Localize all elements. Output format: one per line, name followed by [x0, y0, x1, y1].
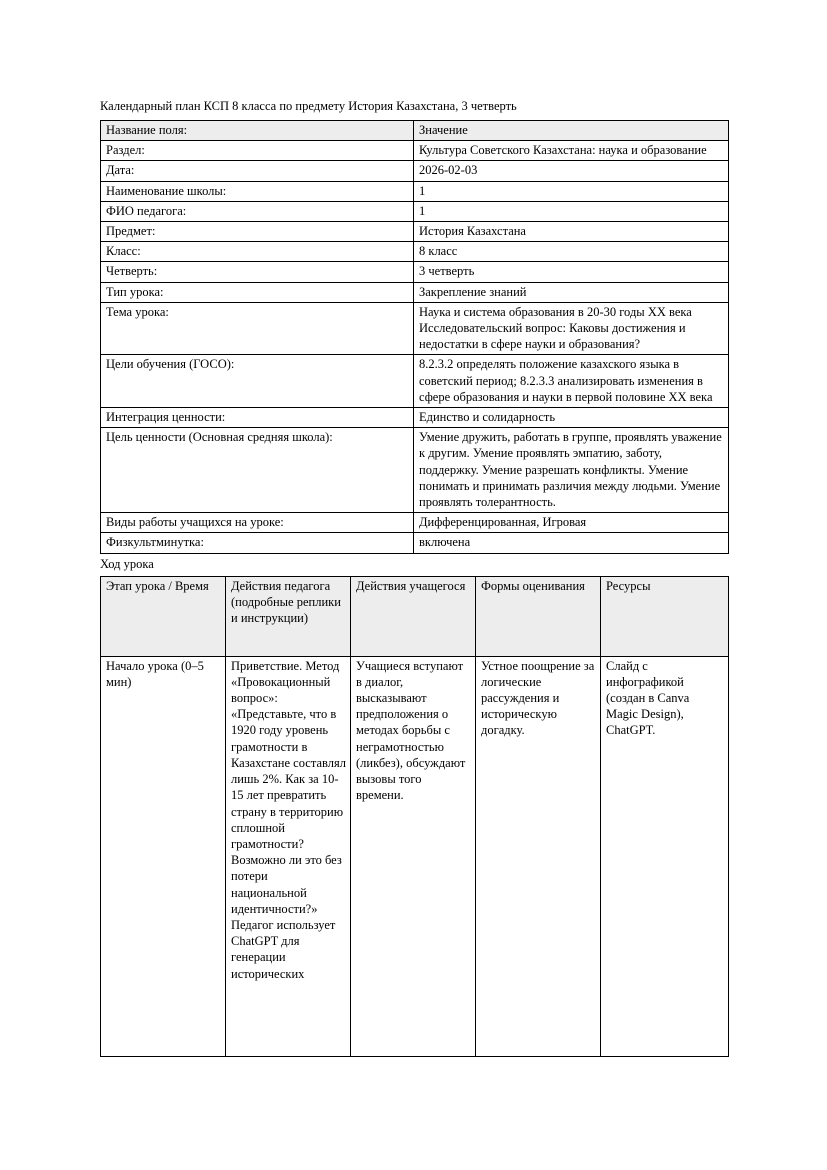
flow-cell-student-actions: [351, 656, 476, 1056]
info-field-label: Наименование школы:: [101, 181, 414, 201]
info-field-label: Дата:: [101, 161, 414, 181]
info-field-label: Раздел:: [101, 141, 414, 161]
table-row: [101, 533, 729, 553]
table-row: [101, 262, 729, 282]
flow-header-stage: Этап урока / Время: [101, 576, 226, 656]
info-field-value: Умение дружить, работать в группе, проявлять уважение к другим. Умение проявлять эмпатию, заботу, поддержку. Умение разрешать конфликты. Умение понимать и принимать различия между людьми. Умение проявлять толерантность.: [414, 428, 729, 513]
flow-student-text: Учащиеся вступают в диалог, высказывают предположения о методах борьбы с неграмотностью (ликбез), обсуждают вызовы того времени.: [356, 658, 466, 803]
flow-cell-resources: [601, 656, 729, 1056]
lesson-info-table: [100, 120, 729, 554]
table-row: [101, 222, 729, 242]
flow-header-assessment: Формы оценивания: [476, 576, 601, 656]
flow-cell-assessment: [476, 656, 601, 1056]
info-field-value: 3 четверть: [414, 262, 729, 282]
table-row: [101, 302, 729, 355]
table-row: [101, 141, 729, 161]
info-field-value: Дифференцированная, Игровая: [414, 513, 729, 533]
flow-header-student-actions: Действия учащегося: [351, 576, 476, 656]
info-field-label: Виды работы учащихся на уроке:: [101, 513, 414, 533]
info-field-label: Физкультминутка:: [101, 533, 414, 553]
flow-teacher-text: Приветствие. Метод «Провокационный вопрос»: «Представьте, что в 1920 году уровень грамотности в Казахстане составлял лишь 2%. Как за 10-15 лет превратить страну в территорию сплошной грамотности? Возможно ли это без потери национальной идентичности?» Педагог использует ChatGPT для генерации исторических: [231, 658, 346, 981]
info-field-value: 8.2.3.2 определять положение казахского языка в советский период; 8.2.3.3 анализировать изменения в сфере образования и науки в первой половине XX века: [414, 355, 729, 408]
table-row: [101, 428, 729, 513]
flow-cell-teacher-actions: [226, 656, 351, 1056]
info-field-label: Интеграция ценности:: [101, 408, 414, 428]
info-field-value: 1: [414, 181, 729, 201]
info-field-value: 8 класс: [414, 242, 729, 262]
flow-table-header-row: [101, 576, 729, 656]
table-row: [101, 181, 729, 201]
table-row: [101, 201, 729, 221]
info-field-value: включена: [414, 533, 729, 553]
info-field-label: Четверть:: [101, 262, 414, 282]
info-table-header-row: [101, 121, 729, 141]
table-row: [101, 161, 729, 181]
flow-header-resources: Ресурсы: [601, 576, 729, 656]
lesson-flow-table: [100, 576, 729, 1057]
info-field-value: Культура Советского Казахстана: наука и образование: [414, 141, 729, 161]
info-field-label: Тема урока:: [101, 302, 414, 355]
info-field-value: Единство и солидарность: [414, 408, 729, 428]
info-field-label: Цели обучения (ГОСО):: [101, 355, 414, 408]
flow-assessment-text: Устное поощрение за логические рассуждения и историческую догадку.: [481, 658, 595, 738]
table-row: [101, 282, 729, 302]
info-field-label: Цель ценности (Основная средняя школа):: [101, 428, 414, 513]
flow-resources-text: Слайд с инфографикой (создан в Canva Magic Design), ChatGPT.: [606, 658, 690, 738]
info-field-value: 1: [414, 201, 729, 221]
info-field-value: Закрепление знаний: [414, 282, 729, 302]
info-field-label: Предмет:: [101, 222, 414, 242]
table-row: [101, 513, 729, 533]
info-header-field: Название поля:: [101, 121, 414, 141]
info-field-value: История Казахстана: [414, 222, 729, 242]
info-field-value: Наука и система образования в 20-30 годы XX века Исследовательский вопрос: Каковы достижения и недостатки в сфере науки и образования?: [414, 302, 729, 355]
flow-header-teacher-actions: Действия педагога (подробные реплики и инструкции): [226, 576, 351, 656]
info-field-label: Тип урока:: [101, 282, 414, 302]
table-row: [101, 355, 729, 408]
lesson-flow-label: Ход урока: [100, 556, 154, 571]
page-title: Календарный план КСП 8 класса по предмету История Казахстана, 3 четверть: [100, 99, 517, 113]
info-field-value: 2026-02-03: [414, 161, 729, 181]
table-row: [101, 656, 729, 1056]
info-field-label: Класс:: [101, 242, 414, 262]
flow-stage-text: Начало урока (0–5 мин): [106, 658, 204, 689]
table-row: [101, 242, 729, 262]
document-content: [100, 98, 728, 1057]
info-header-value: Значение: [414, 121, 729, 141]
table-row: [101, 408, 729, 428]
info-field-label: ФИО педагога:: [101, 201, 414, 221]
flow-cell-stage: [101, 656, 226, 1056]
